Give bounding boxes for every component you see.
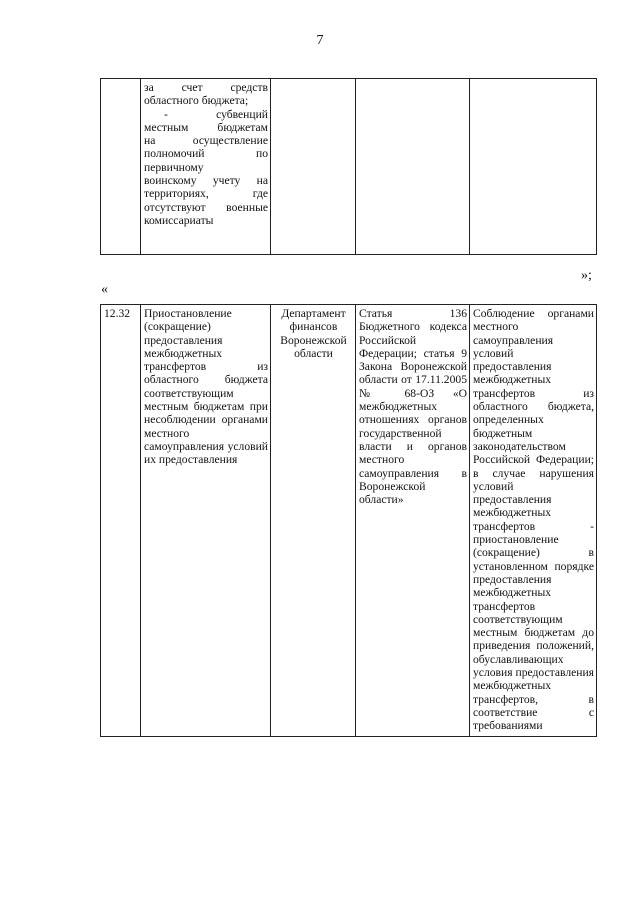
table-continuation (100, 78, 597, 255)
cell-number (101, 79, 141, 255)
text-line: - субвенций (164, 107, 268, 121)
cell-description (141, 79, 271, 255)
cell-legal-basis (356, 79, 470, 255)
row-content: Соблюдение органами местного самоуправления условий предоставления межбюджетных трансфертов из областного бюджета, определенных бюджетным законодательством Российской Федерации; в случае нарушения условий предоставления межбюджетных трансфертов - приостановление (сокращение) в установленном порядке предоставления межбюджетных трансфертов соответствующим местным бюджетам до приведения положений, обуславливающих условия предоставления межбюджетных трансфертов, в соответствие с требованиями (470, 305, 597, 737)
cell-content (470, 79, 597, 255)
page-number: 7 (316, 33, 324, 48)
text-line: за счет средств (144, 81, 268, 94)
text-line: местным бюджетам (144, 120, 268, 134)
row-description: Приостановление (сокращение) предоставления межбюджетных трансфертов из областного бюджета соответствующим местным бюджетам при несоблюдении органами местного самоуправления условий их предоставления (141, 305, 271, 737)
closing-quote: »; (581, 268, 592, 283)
text-line: на осуществление (144, 134, 268, 148)
text-line: комиссариаты (144, 213, 214, 227)
row-department: Департамент финансов Воронежской области (271, 305, 356, 737)
text-line: областного бюджета; (144, 94, 249, 108)
table-row-12-32 (100, 304, 597, 737)
text-line: полномочий по (144, 147, 268, 161)
text-line: воинскому учету на (144, 174, 268, 188)
table-row (101, 305, 597, 737)
row-legal-basis: Статья 136 Бюджетного кодекса Российской Федерации; статья 9 Закона Воронежской области от 17.11.2005 № 68-ОЗ «О межбюджетных отношениях органов государственной власти и органов местного самоуправления в Воронежской области» (356, 305, 470, 737)
cell-department (271, 79, 356, 255)
text-line: территориях, где (144, 187, 268, 201)
row-number: 12.32 (101, 305, 141, 737)
table-row (101, 79, 597, 255)
opening-quote: « (101, 282, 108, 297)
text-line: отсутствуют военные (144, 200, 268, 214)
text-line: первичному (144, 160, 204, 174)
